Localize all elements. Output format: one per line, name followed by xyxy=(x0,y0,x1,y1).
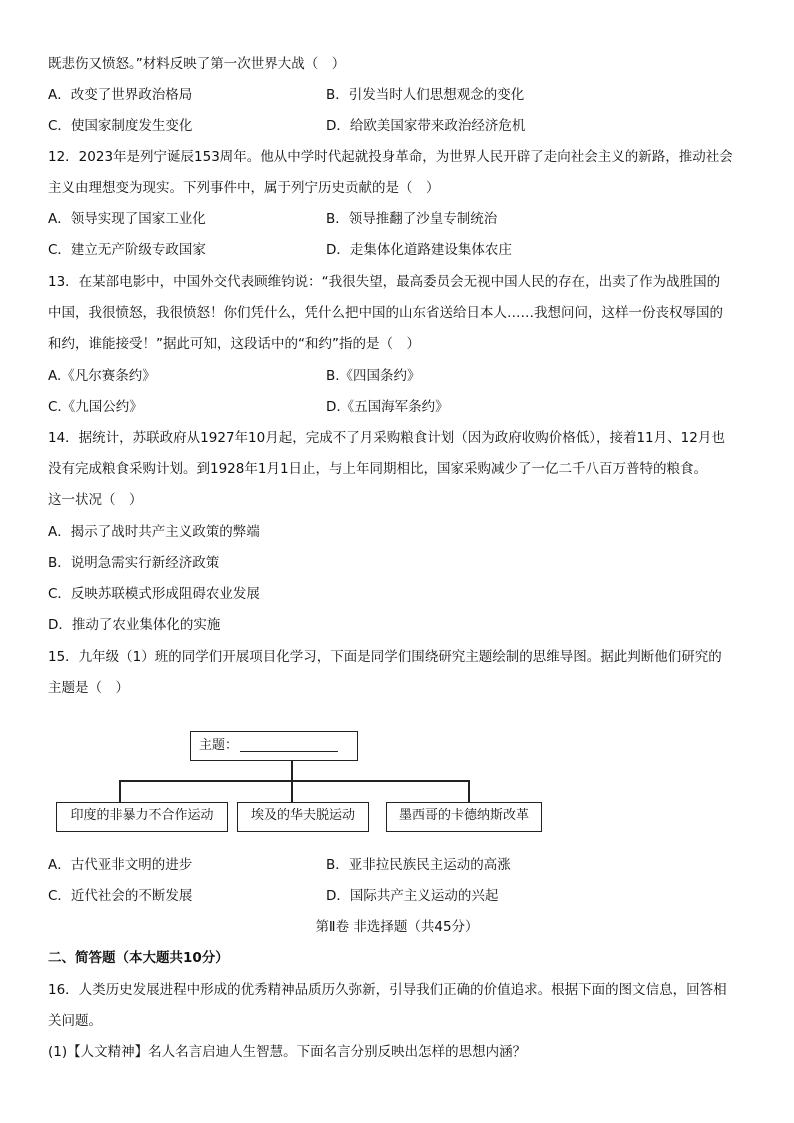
q11-option-c: C．使国家制度发生变化 xyxy=(48,118,193,134)
q12-stem-line1: 12．2023年是列宁诞辰153周年。他从中学时代起就投身革命，为世界人民开辟了走向社会主义的新路，推动社会 xyxy=(48,149,733,165)
q13-stem-line1: 13．在某部电影中，中国外交代表顾维钧说：“我很失望，最高委员会无视中国人民的存在，出卖了作为战胜国的 xyxy=(48,274,721,290)
q15-option-a: A．古代亚非文明的进步 xyxy=(48,857,193,873)
q13-option-d: D.《五国海军条约》 xyxy=(326,399,449,415)
q15-option-b: B．亚非拉民族民主运动的高涨 xyxy=(326,857,511,873)
q13-option-b: B.《四国条约》 xyxy=(326,368,421,384)
q13-option-a: A.《凡尔赛条约》 xyxy=(48,368,156,384)
q12-option-d: D．走集体化道路建设集体农庄 xyxy=(326,242,512,258)
connector-stem xyxy=(291,761,293,781)
q11-option-a: A．改变了世界政治格局 xyxy=(48,87,193,103)
q14-option-a: A．揭示了战时共产主义政策的弊端 xyxy=(48,524,260,540)
connector-middle xyxy=(291,780,293,802)
q12-option-c: C．建立无产阶级专政国家 xyxy=(48,242,206,258)
q14-stem-line3: 这一状况（ ） xyxy=(48,492,143,508)
q14-option-b: B．说明急需实行新经济政策 xyxy=(48,555,220,571)
q13-option-c: C.《九国公约》 xyxy=(48,399,143,415)
connector-left xyxy=(119,780,121,802)
q14-stem-line1: 14．据统计，苏联政府从1927年10月起，完成不了月采购粮食计划（因为政府收购价格低），接着11月、12月也 xyxy=(48,430,725,446)
q15-option-d: D．国际共产主义运动的兴起 xyxy=(326,888,499,904)
q14-option-d: D．推动了农业集体化的实施 xyxy=(48,617,221,633)
part2-title: 第Ⅱ卷 非选择题（共45分） xyxy=(315,919,479,935)
q13-stem-line2: 中国，我很愤怒，我很愤怒！你们凭什么，凭什么把中国的山东省送给日本人……我想问问，这样一份丧权辱国的 xyxy=(48,305,723,321)
q14-option-c: C．反映苏联模式形成阻碍农业发展 xyxy=(48,586,260,602)
q14-stem-line2: 没有完成粮食采购计划。到1928年1月1日止，与上年同期相比，国家采购减少了一亿二千八百万普特的粮食。 xyxy=(48,461,708,477)
branch-box-1: 印度的非暴力不合作运动 xyxy=(56,802,228,832)
section-heading: 二、简答题（本大题共10分） xyxy=(48,950,229,966)
q12-option-a: A．领导实现了国家工业化 xyxy=(48,211,206,227)
topic-label: 主题： xyxy=(199,738,239,753)
q12-stem-line2: 主义由理想变为现实。下列事件中，属于列宁历史贡献的是（ ） xyxy=(48,180,440,196)
topic-box xyxy=(190,731,358,761)
q11-option-d: D．给欧美国家带来政治经济危机 xyxy=(326,118,526,134)
q12-option-b: B．领导推翻了沙皇专制统治 xyxy=(326,211,498,227)
q16-stem-line2: 关问题。 xyxy=(48,1013,102,1029)
connector-right xyxy=(468,780,470,802)
q11-stem-tail: 既悲伤又愤怒。”材料反映了第一次世界大战（ ） xyxy=(48,56,346,72)
connector-bar xyxy=(119,780,469,782)
branch-box-2: 埃及的华夫脱运动 xyxy=(237,802,369,832)
branch-box-3: 墨西哥的卡德纳斯改革 xyxy=(386,802,542,832)
q13-stem-line3: 和约，谁能接受！”据此可知，这段话中的“和约”指的是（ ） xyxy=(48,336,420,352)
q15-stem-line2: 主题是（ ） xyxy=(48,680,129,696)
q15-option-c: C．近代社会的不断发展 xyxy=(48,888,193,904)
q16-stem-line1: 16．人类历史发展进程中形成的优秀精神品质历久弥新，引导我们正确的价值追求。根据下面的图文信息，回答相 xyxy=(48,982,727,998)
q11-option-b: B．引发当时人们思想观念的变化 xyxy=(326,87,525,103)
topic-blank xyxy=(240,739,338,752)
q15-stem-line1: 15．九年级（1）班的同学们开展项目化学习，下面是同学们围绕研究主题绘制的思维导图。据此判断他们研究的 xyxy=(48,649,722,665)
q16-subquestion-1: (1)【人文精神】名人名言启迪人生智慧。下面名言分别反映出怎样的思想内涵？ xyxy=(48,1044,527,1060)
